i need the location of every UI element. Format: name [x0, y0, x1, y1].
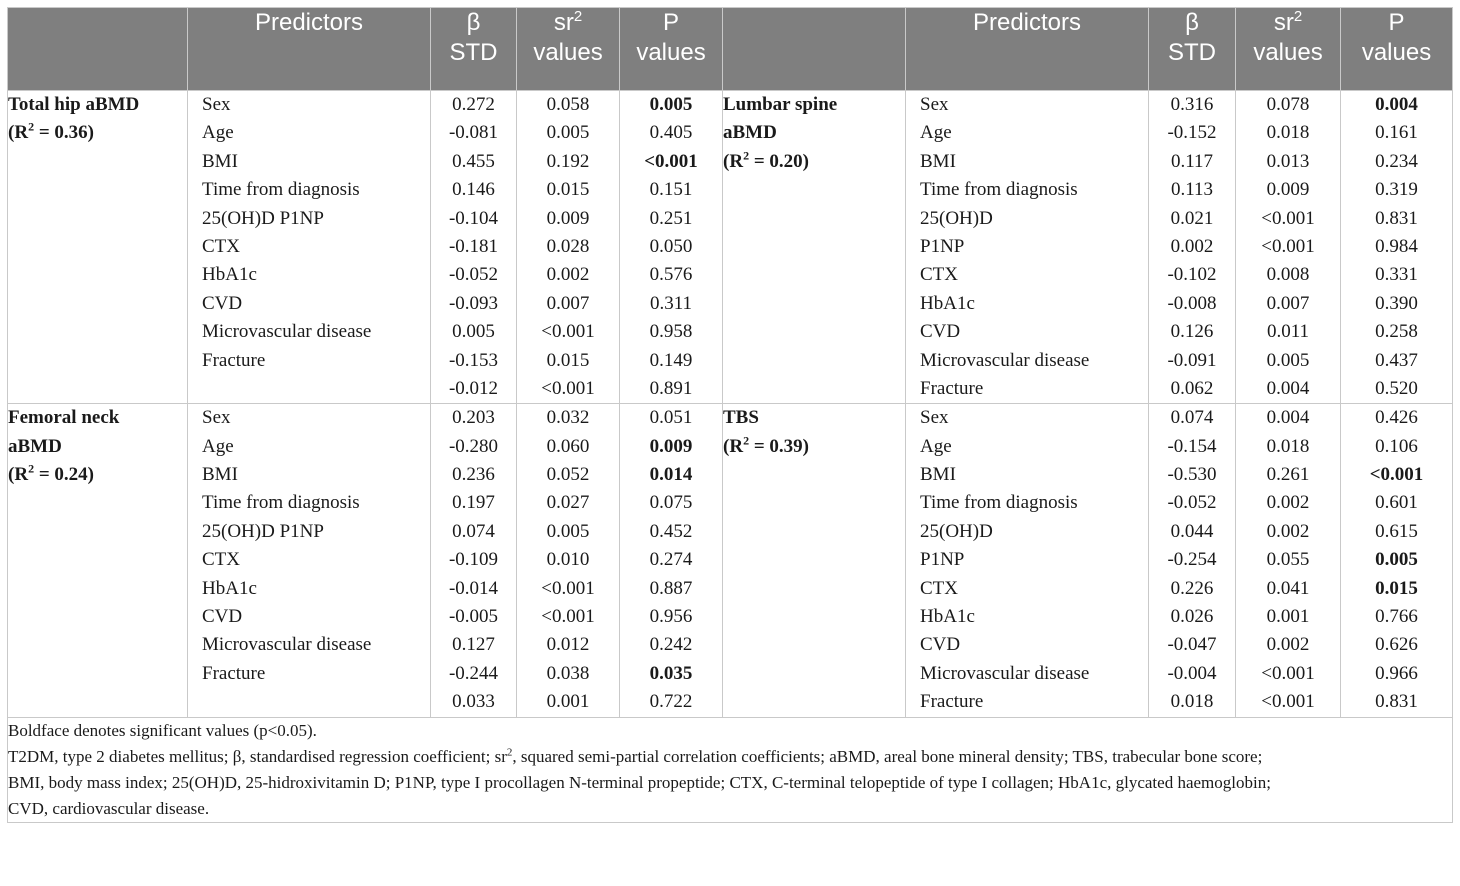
predictor-name: Age [202, 435, 234, 457]
predictor-list [188, 404, 431, 717]
table-cell: 0.274 [649, 549, 693, 571]
predictor-name: P1NP [920, 549, 965, 571]
outcome-femoral-neck: Femoral neck aBMD $(R^2 = 0.24)$ [8, 404, 188, 717]
table-cell: 0.005 [649, 94, 693, 115]
table-cell: 0.005 [1266, 349, 1310, 371]
predictor-name: Time from diagnosis [920, 492, 1078, 514]
table-cell: 0.626 [1375, 634, 1418, 656]
table-cell: 0.831 [1375, 691, 1418, 713]
table-cell: 0.041 [1266, 577, 1310, 599]
table-cell: 0.018 [1170, 691, 1214, 713]
table-cell: 0.984 [1375, 235, 1418, 257]
table-cell: 0.452 [649, 520, 693, 542]
table-cell: 0.055 [1266, 549, 1310, 571]
predictor-name: 25(OH)D [920, 520, 993, 542]
header-row [8, 8, 1453, 91]
table-cell: 0.026 [1170, 606, 1214, 628]
predictor-name: Microvascular disease [920, 349, 1090, 371]
table-cell: 0.311 [649, 292, 693, 314]
table-cell: 0.251 [649, 207, 693, 229]
table-cell: -0.154 [1167, 435, 1217, 457]
table-cell: 0.520 [1375, 377, 1418, 399]
predictor-name: Fracture [202, 349, 266, 371]
table-cell: -0.530 [1167, 464, 1217, 486]
predictor-name: CVD [920, 634, 961, 656]
predictor-name: Sex [202, 94, 231, 115]
table-cell: 0.197 [452, 492, 495, 514]
section-row-1 [8, 91, 1453, 404]
predictor-name: HbA1c [202, 577, 257, 599]
table-cell: 0.014 [649, 464, 693, 486]
table-cell: 0.050 [649, 235, 693, 257]
table-cell: 0.192 [546, 150, 590, 172]
predictor-name: CVD [202, 606, 243, 628]
header-p-left: P values [620, 8, 723, 91]
table-cell: 0.956 [649, 606, 693, 628]
predictor-name: Fracture [202, 662, 266, 684]
table-cell: <0.001 [1261, 235, 1315, 257]
table-cell: 0.146 [452, 179, 495, 201]
predictor-name: HbA1c [920, 292, 975, 314]
table-cell: -0.104 [448, 207, 499, 229]
predictor-name: 25(OH)D P1NP [202, 520, 324, 542]
table-cell: 0.018 [1266, 122, 1310, 144]
table-cell: -0.153 [448, 349, 499, 371]
table-cell: 0.044 [1170, 520, 1214, 542]
predictor-name: Microvascular disease [202, 634, 372, 656]
predictor-name: Time from diagnosis [202, 179, 360, 201]
predictor-name: Fracture [920, 691, 984, 713]
table-cell: 0.021 [1170, 207, 1214, 229]
table-cell: 0.316 [1170, 94, 1214, 115]
predictor-name: HbA1c [920, 606, 975, 628]
table-cell: 0.032 [546, 407, 590, 429]
beta-column [1149, 91, 1236, 404]
table-cell: 0.027 [546, 492, 590, 514]
table-cell: 0.426 [1375, 407, 1418, 429]
table-cell: 0.242 [649, 634, 693, 656]
predictor-name: Sex [202, 407, 231, 429]
predictor-name: Microvascular disease [920, 662, 1090, 684]
table-cell: 0.005 [1375, 549, 1418, 571]
header-p-right: P values [1341, 8, 1453, 91]
predictor-name: Time from diagnosis [202, 492, 360, 514]
table-cell: 0.052 [546, 464, 590, 486]
table-cell: 0.028 [546, 235, 590, 257]
table-cell: 0.161 [1375, 122, 1418, 144]
table-cell: 0.060 [546, 435, 590, 457]
table-cell: 0.203 [452, 407, 495, 429]
table-cell: 0.009 [546, 207, 590, 229]
table-cell: 0.009 [649, 435, 693, 457]
table-cell: 0.615 [1375, 520, 1418, 542]
table-cell: -0.047 [1167, 634, 1217, 656]
table-cell: 0.002 [1266, 520, 1310, 542]
table-cell: <0.001 [541, 377, 595, 399]
table-cell: -0.093 [448, 292, 499, 314]
predictor-name: CTX [920, 577, 958, 599]
table-cell: 0.127 [452, 634, 495, 656]
table-cell: 0.038 [546, 662, 590, 684]
predictor-name: CTX [920, 264, 958, 286]
predictor-name: Time from diagnosis [920, 179, 1078, 201]
predictor-name: 25(OH)D [920, 207, 993, 229]
table-cell: 0.113 [1170, 179, 1214, 201]
outcome-total-hip: Total hip aBMD $(R^2 = 0.36)$ [8, 91, 188, 404]
table-cell: <0.001 [1261, 662, 1315, 684]
p-column [620, 404, 723, 717]
table-cell: -0.152 [1167, 122, 1217, 144]
table-cell: 0.226 [1170, 577, 1214, 599]
predictor-name: Microvascular disease [202, 321, 372, 343]
table-cell: <0.001 [644, 150, 698, 172]
table-cell: -0.014 [448, 577, 499, 599]
sr2-column [517, 404, 620, 717]
table-cell: 0.012 [546, 634, 590, 656]
predictor-name: CVD [920, 321, 961, 343]
table-cell: 0.015 [546, 349, 590, 371]
header-predictors-right: Predictors [906, 8, 1149, 91]
table-cell: <0.001 [1261, 207, 1315, 229]
table-cell: 0.002 [1266, 634, 1310, 656]
table-cell: -0.005 [448, 606, 499, 628]
table-cell: 0.405 [649, 122, 693, 144]
table-cell: <0.001 [541, 606, 595, 628]
predictor-name: BMI [202, 464, 238, 486]
table-cell: 0.117 [1170, 150, 1214, 172]
table-cell: 0.887 [649, 577, 693, 599]
section-row-2 [8, 404, 1453, 717]
table-cell: 0.891 [649, 377, 693, 399]
table-cell: 0.005 [546, 520, 590, 542]
header-empty-right [723, 8, 906, 91]
header-beta-right: β STD [1149, 8, 1236, 91]
beta-column [431, 404, 517, 717]
predictor-name: Age [920, 122, 952, 144]
beta-column [1149, 404, 1236, 717]
table-cell: 0.015 [1375, 577, 1418, 599]
table-cell: 0.058 [546, 94, 590, 115]
predictor-name: HbA1c [202, 264, 257, 286]
table-cell: 0.004 [1266, 377, 1310, 399]
predictor-list [188, 91, 431, 404]
table-cell: 0.001 [1266, 606, 1310, 628]
p-column [620, 91, 723, 404]
sr2-column [517, 91, 620, 404]
table-cell: -0.004 [1167, 662, 1217, 684]
table-cell: 0.106 [1375, 435, 1418, 457]
table-cell: 0.011 [1266, 321, 1310, 343]
table-cell: -0.181 [448, 235, 499, 257]
predictor-name: CTX [202, 549, 240, 571]
table-cell: -0.102 [1167, 264, 1217, 286]
outcome-tbs: TBS $(R^2 = 0.39)$ [723, 404, 906, 717]
sr2-column [1236, 404, 1341, 717]
predictor-name: P1NP [920, 235, 965, 257]
table-cell: 0.966 [1375, 662, 1418, 684]
predictor-name: Fracture [920, 377, 984, 399]
header-sr2-right: $sr^2$ values [1236, 8, 1341, 91]
table-cell: 0.261 [1266, 464, 1310, 486]
table-cell: -0.052 [448, 264, 499, 286]
table-cell: 0.319 [1375, 179, 1418, 201]
predictor-name: CVD [202, 292, 243, 314]
header-sr2-left: $sr^2$ values [517, 8, 620, 91]
table-cell: 0.008 [1266, 264, 1310, 286]
predictor-name [188, 688, 430, 716]
table-cell: 0.074 [1170, 407, 1214, 429]
predictor-name: BMI [920, 150, 956, 172]
p-column [1341, 91, 1453, 404]
table-cell: 0.004 [1266, 407, 1310, 429]
table-cell: 0.007 [1266, 292, 1310, 314]
table-cell: -0.091 [1167, 349, 1217, 371]
table-cell: 0.035 [649, 662, 693, 684]
table-cell: 0.236 [452, 464, 495, 486]
predictor-name [188, 375, 430, 403]
table-cell: 0.007 [546, 292, 590, 314]
p-column [1341, 404, 1453, 717]
table-cell: 0.004 [1375, 94, 1418, 115]
table-cell: <0.001 [1369, 464, 1424, 486]
table-cell: -0.081 [448, 122, 499, 144]
table-cell: 0.051 [649, 407, 693, 429]
predictor-name: Sex [920, 407, 949, 429]
table-cell: 0.390 [1375, 292, 1418, 314]
table-cell: 0.062 [1170, 377, 1214, 399]
predictor-name: Age [202, 122, 234, 144]
beta-column [431, 91, 517, 404]
outcome-lumbar-spine: Lumbar spine aBMD $(R^2 = 0.20)$ [723, 91, 906, 404]
table-container [7, 7, 1452, 823]
table-cell: 0.074 [452, 520, 495, 542]
table-cell: <0.001 [541, 577, 595, 599]
predictor-name: BMI [202, 150, 238, 172]
sr2-column [1236, 91, 1341, 404]
table-cell: 0.258 [1375, 321, 1418, 343]
table-cell: 0.331 [1375, 264, 1418, 286]
table-cell: 0.033 [452, 691, 495, 713]
table-cell: 0.766 [1375, 606, 1418, 628]
table-cell: 0.005 [546, 122, 590, 144]
predictor-list [906, 404, 1149, 717]
table-cell: -0.280 [448, 435, 499, 457]
table-cell: 0.009 [1266, 179, 1310, 201]
table-cell: 0.234 [1375, 150, 1418, 172]
table-cell: 0.455 [452, 150, 495, 172]
predictor-list [906, 91, 1149, 404]
table-cell: -0.012 [448, 377, 499, 399]
table-cell: 0.272 [452, 94, 495, 115]
header-predictors-left: Predictors [188, 8, 431, 91]
table-cell: 0.002 [546, 264, 590, 286]
table-cell: -0.008 [1167, 292, 1217, 314]
table-cell: 0.018 [1266, 435, 1310, 457]
table-cell: 0.722 [649, 691, 693, 713]
table-cell: 0.015 [546, 179, 590, 201]
table-cell: 0.601 [1375, 492, 1418, 514]
predictor-name: 25(OH)D P1NP [202, 207, 324, 229]
predictor-name: Age [920, 435, 952, 457]
footnote-row [8, 717, 1453, 822]
regression-table [7, 7, 1453, 823]
table-cell: -0.052 [1167, 492, 1217, 514]
table-cell: 0.010 [546, 549, 590, 571]
table-cell: -0.244 [448, 662, 499, 684]
predictor-name: Sex [920, 94, 949, 115]
table-cell: 0.013 [1266, 150, 1310, 172]
header-beta-left: β STD [431, 8, 517, 91]
table-cell: 0.002 [1266, 492, 1310, 514]
table-cell: 0.437 [1375, 349, 1418, 371]
table-footnote: Boldface denotes significant values (p<0.05). T2DM, type 2 diabetes mellitus; β, standardised regression coefficient; $sr^2$, squared semi-partial correlation coefficients; aBMD, areal bone mineral density; TBS, trabecular bone score; BMI, body mass index; 25(OH)D, 25-hidroxivitamin D; P1NP, type I procollagen N-terminal propeptide; CTX, C-terminal telopeptide of type I collagen; HbA1c, glycated haemoglobin; CVD, cardiovascular disease. [8, 717, 1453, 822]
predictor-name: BMI [920, 464, 956, 486]
table-cell: -0.254 [1167, 549, 1217, 571]
table-cell: 0.002 [1170, 235, 1214, 257]
table-cell: 0.126 [1170, 321, 1214, 343]
table-cell: 0.831 [1375, 207, 1418, 229]
table-cell: 0.075 [649, 492, 693, 514]
table-cell: 0.151 [649, 179, 693, 201]
table-cell: 0.576 [649, 264, 693, 286]
table-cell: 0.958 [649, 321, 693, 343]
table-cell: -0.109 [448, 549, 499, 571]
header-empty-left [8, 8, 188, 91]
table-cell: 0.149 [649, 349, 693, 371]
table-cell: 0.001 [546, 691, 590, 713]
table-cell: 0.005 [452, 321, 495, 343]
table-cell: <0.001 [541, 321, 595, 343]
table-cell: 0.078 [1266, 94, 1310, 115]
table-cell: <0.001 [1261, 691, 1315, 713]
predictor-name: CTX [202, 235, 240, 257]
